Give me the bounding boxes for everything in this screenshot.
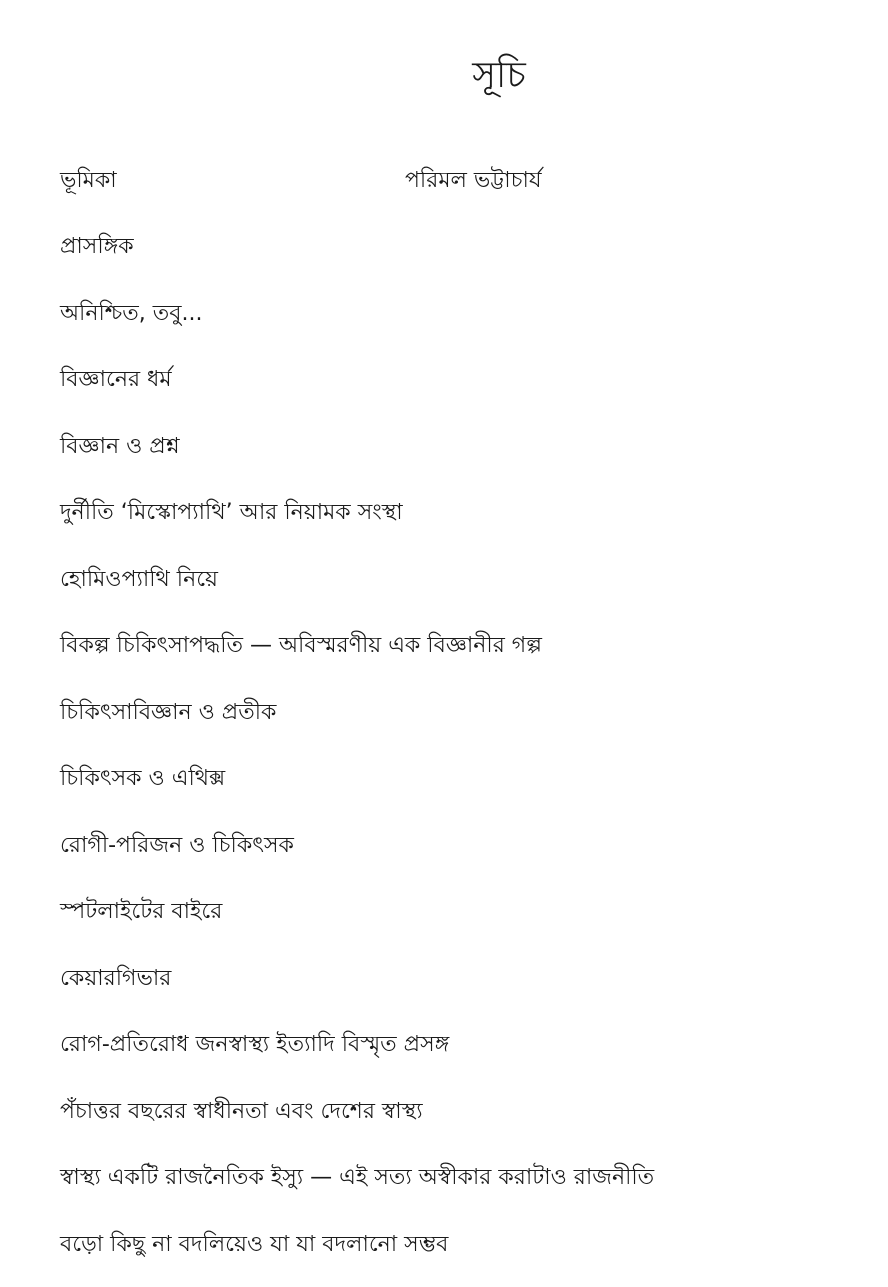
toc-entry: [60, 880, 860, 947]
toc-entry: [60, 281, 860, 348]
toc-entry-title: প্রাসঙ্গিক: [60, 234, 134, 260]
toc-entry-title: স্বাস্থ্য একটি রাজনৈতিক ইস্যু — এই সত্য অস্বীকার করাটাও রাজনীতি: [60, 1165, 655, 1191]
toc-entry: [60, 1146, 860, 1213]
toc-entry-title: স্পটলাইটের বাইরে: [60, 899, 223, 925]
toc-entry-title: বড়ো কিছু না বদলিয়েও যা যা বদলানো সম্ভব: [60, 1231, 449, 1257]
toc-entry: [60, 1013, 860, 1080]
toc-entry: [60, 481, 860, 548]
toc-entry: [60, 946, 860, 1013]
toc-entry-title: দুর্নীতি ‘মিস্কোপ্যাথি’ আর নিয়ামক সংস্থা: [60, 500, 403, 526]
toc-entry-title: বিজ্ঞান ও প্রশ্ন: [60, 433, 180, 459]
toc-entry: [60, 614, 860, 681]
toc-entry-title: অনিশ্চিত, তবু...: [60, 300, 203, 326]
page-title: সূচি: [472, 55, 526, 96]
toc-entry: [60, 1079, 860, 1146]
toc-entry-title: বিকল্প চিকিৎসাপদ্ধতি — অবিস্মরণীয় এক বিজ্ঞানীর গল্প: [60, 633, 542, 659]
toc-entry-title: রোগ-প্রতিরোধ জনস্বাস্থ্য ইত্যাদি বিস্মৃত প্রসঙ্গ: [60, 1032, 450, 1058]
toc-entry: [60, 348, 860, 415]
toc-entry-author: পরিমল ভট্টাচার্য: [405, 167, 542, 193]
toc-entry-title: চিকিৎসাবিজ্ঞান ও প্রতীক: [60, 699, 277, 725]
table-of-contents: [60, 148, 860, 1279]
toc-entry: [60, 547, 860, 614]
toc-entry-title: পঁচাত্তর বছরের স্বাধীনতা এবং দেশের স্বাস্থ্য: [60, 1098, 423, 1124]
toc-entry-title: বিজ্ঞানের ধর্ম: [60, 367, 172, 393]
toc-entry: [60, 680, 860, 747]
toc-entry: [60, 414, 860, 481]
toc-entry-title: কেয়ারগিভার: [60, 965, 172, 991]
toc-entry: [60, 1212, 860, 1279]
toc-entry: [60, 747, 860, 814]
toc-entry: [60, 215, 860, 282]
toc-entry-title: রোগী-পরিজন ও চিকিৎসক: [60, 832, 294, 858]
toc-entry-title: চিকিৎসক ও এথিক্স: [60, 766, 226, 792]
toc-entry-title: হোমিওপ্যাথি নিয়ে: [60, 566, 219, 592]
toc-entry: [60, 148, 860, 215]
toc-entry-title: ভূমিকা: [60, 167, 117, 193]
toc-entry: [60, 813, 860, 880]
